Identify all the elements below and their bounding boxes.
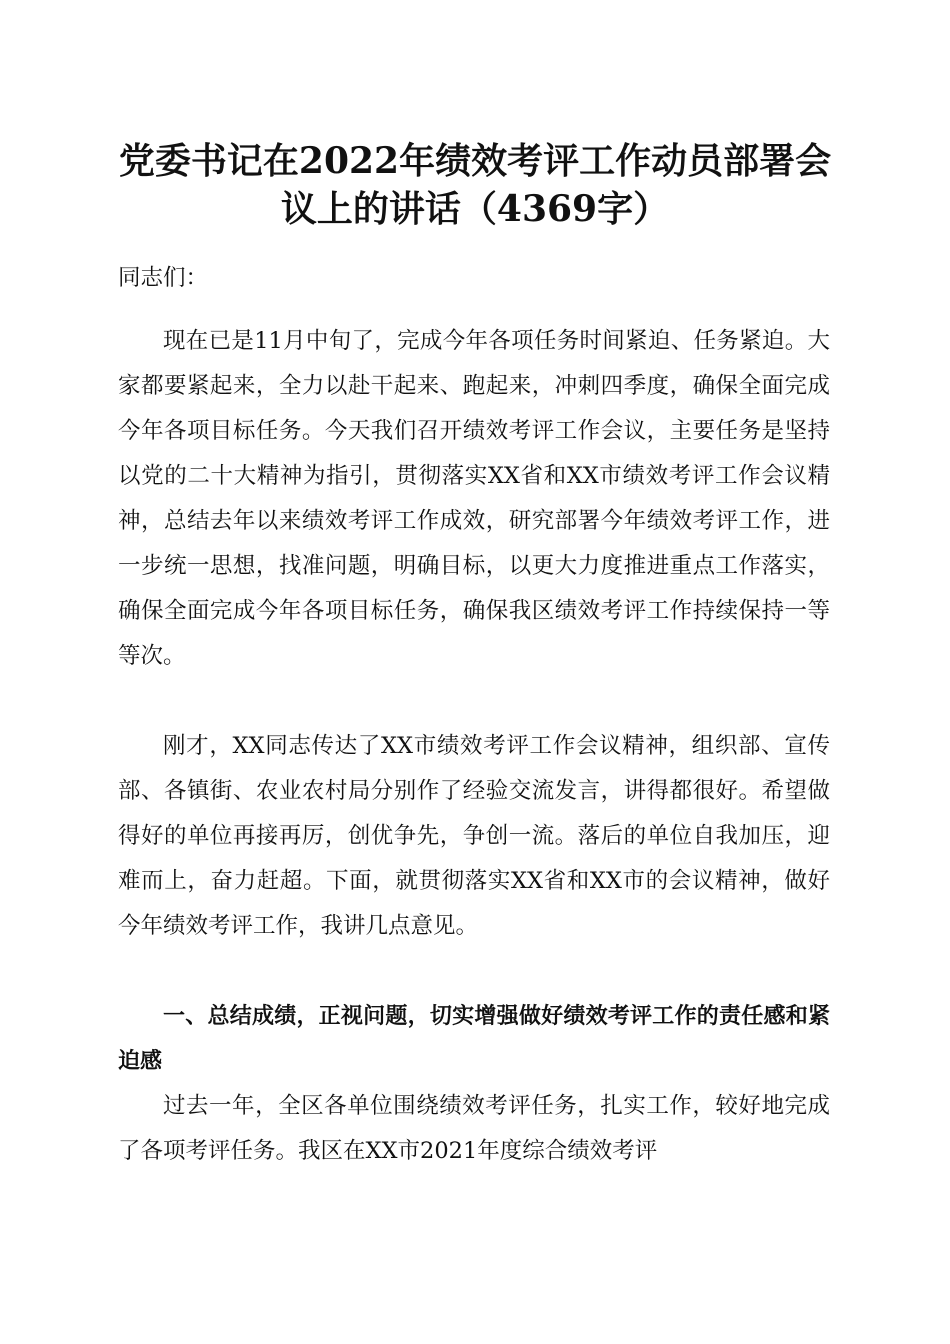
paragraph-intro: 现在已是11月中旬了，完成今年各项任务时间紧迫、任务紧迫。大家都要紧起来，全力以赴干起来、跑起来，冲刺四季度，确保全面完成今年各项目标任务。今天我们召开绩效考评工作会议，主要任务是坚持以党的二十大精神为指引，贯彻落实XX省和XX市绩效考评工作会议精神，总结去年以来绩效考评工作成效，研究部署今年绩效考评工作，进一步统一思想，找准问题，明确目标，以更大力度推进重点工作落实，确保全面完成今年各项目标任务，确保我区绩效考评工作持续保持一等等次。	[118, 328, 830, 669]
document-title-line-2: 议上的讲话（4369字）	[280, 188, 670, 230]
section-heading: 一、总结成绩，正视问题，切实增强做好绩效考评工作的责任感和紧迫感	[118, 1004, 830, 1074]
section-paragraph: 过去一年，全区各单位围绕绩效考评任务，扎实工作，较好地完成了各项考评任务。我区在XX市2021年度综合绩效考评	[118, 1093, 830, 1164]
document-title-line-1: 党委书记在2022年绩效考评工作动员部署会	[118, 140, 832, 182]
salutation: 同志们：	[118, 265, 209, 291]
paragraph-review: 刚才，XX同志传达了XX市绩效考评工作会议精神，组织部、宣传部、各镇街、农业农村局分别作了经验交流发言，讲得都很好。希望做得好的单位再接再厉，创优争先，争创一流。落后的单位自我加压，迎难而上，奋力赶超。下面，就贯彻落实XX省和XX市的会议精神，做好今年绩效考评工作，我讲几点意见。	[118, 733, 830, 939]
